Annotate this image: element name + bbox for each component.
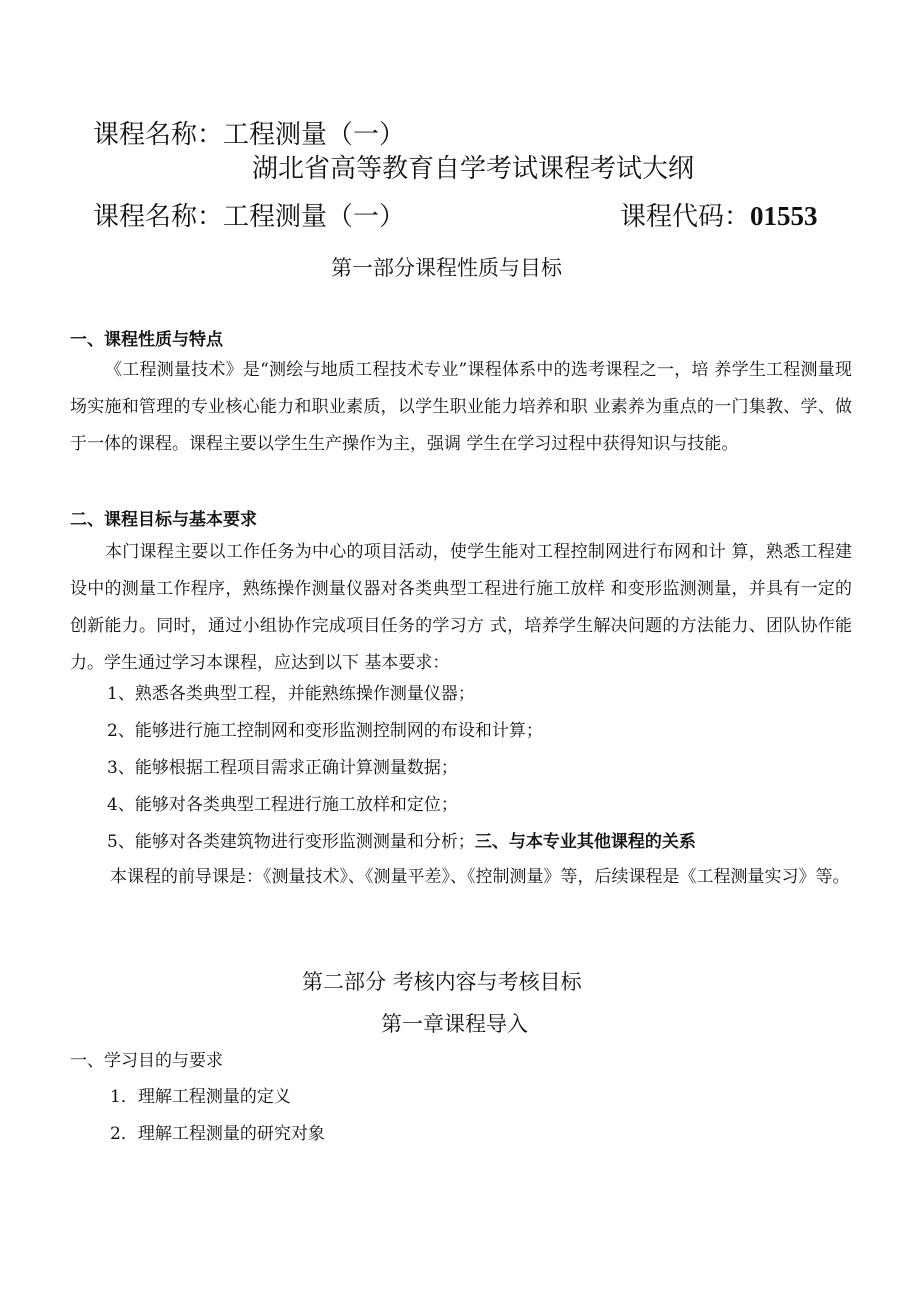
document-title: 湖北省高等教育自学考试课程考试大纲 (252, 154, 695, 184)
section1-paragraph: 《工程测量技术》是“测绘与地质工程技术专业”课程体系中的选考课程之一，培 养学生工程测量现场实施和管理的专业核心能力和职业素质，以学生职业能力培养和职 业素养为重点的一门集教、学、做于一体的课程。课程主要以学生生产操作为主，强调 学生在学习过程中获得知识与技能。 (70, 360, 852, 454)
course-code-value: 01553 (750, 201, 818, 231)
course-code-label: 课程代码： (620, 202, 751, 232)
learning-goal-item: 1．理解工程测量的定义 (110, 1087, 291, 1107)
learning-goals-heading: 一、学习目的与要求 (70, 1051, 223, 1071)
part2-title: 第二部分 考核内容与考核目标 (302, 970, 582, 994)
section1-heading: 一、课程性质与特点 (70, 330, 223, 350)
part1-title: 第一部分课程性质与目标 (331, 256, 562, 280)
requirement-item: 2、能够进行施工控制网和变形监测控制网的布设和计算； (107, 721, 543, 741)
requirement-item: 5、能够对各类建筑物进行变形监测测量和分析； (107, 832, 475, 852)
requirement-item: 4、能够对各类典型工程进行施工放样和定位； (107, 795, 458, 815)
requirement-item: 3、能够根据工程项目需求正确计算测量数据； (107, 758, 458, 778)
requirement-item: 1、熟悉各类典型工程，并能熟练操作测量仪器； (107, 684, 475, 704)
course-code (620, 196, 818, 233)
requirement-item-last (107, 824, 696, 861)
chapter-title: 第一章课程导入 (381, 1012, 528, 1036)
section3-heading: 三、与本专业其他课程的关系 (474, 832, 696, 852)
section2-paragraph: 本门课程主要以工作任务为中心的项目活动，使学生能对工程控制网进行布网和计 算，熟悉工程建设中的测量工作程序，熟练操作测量仪器对各类典型工程进行施工放样 和变形监测测量，并具有一定的创新能力。同时，通过小组协作完成项目任务的学习方 式，培养学生解决问题的方法能力、团队协作能力。学生通过学习本课程，应达到以下 基本要求： (70, 542, 852, 673)
learning-goal-item: 2．理解工程测量的研究对象 (110, 1124, 325, 1144)
section3-paragraph: 本课程的前导课是：《测量技术》、《测量平差》、《控制测量》等，后续课程是《工程测量实习》等。 (110, 867, 850, 887)
course-name-top: 课程名称：工程测量（一） (93, 120, 406, 150)
section2-heading: 二、课程目标与基本要求 (70, 510, 257, 530)
course-name: 课程名称：工程测量（一） (93, 202, 406, 232)
